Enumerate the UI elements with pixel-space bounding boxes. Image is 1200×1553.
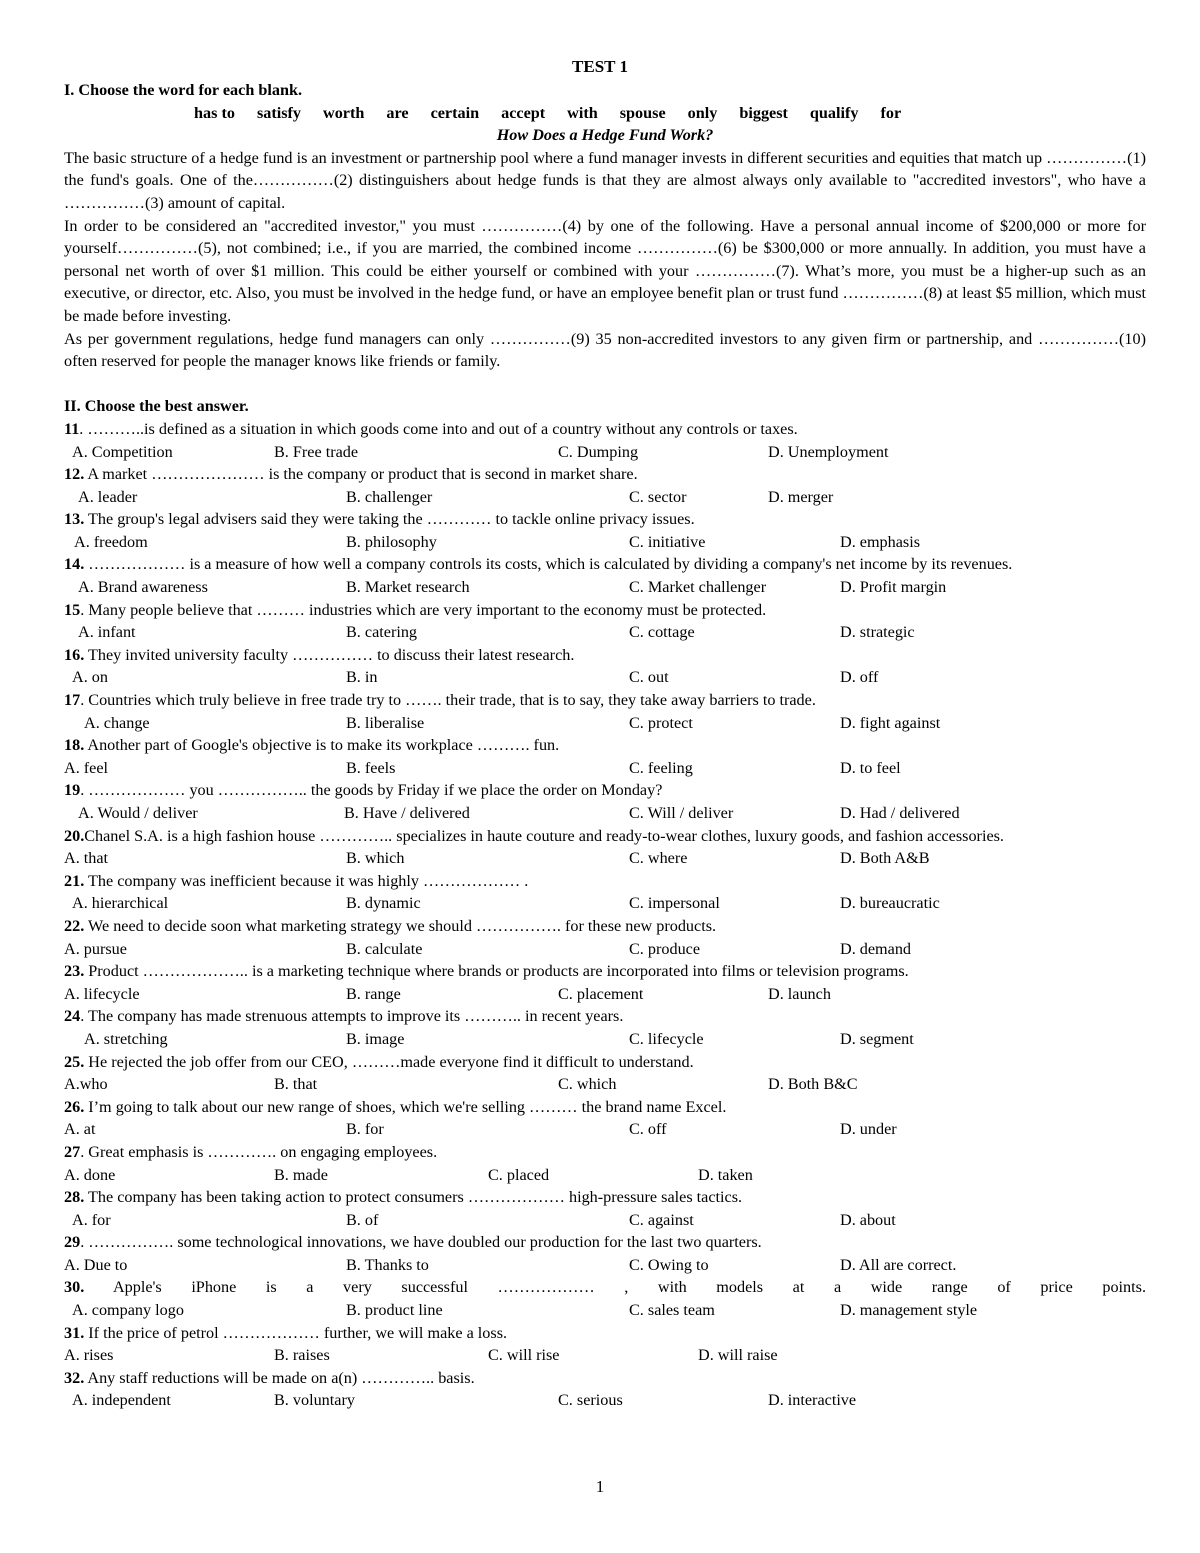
answer-option[interactable]: A. done bbox=[64, 1165, 116, 1184]
answer-option[interactable]: C. produce bbox=[629, 939, 701, 958]
question-text: Another part of Google's objective is to make its workplace ………. fun. bbox=[84, 736, 560, 755]
answer-option[interactable]: C. against bbox=[629, 1210, 694, 1229]
answer-options bbox=[64, 1073, 1146, 1096]
question-stem bbox=[64, 644, 1146, 667]
answer-options bbox=[64, 892, 1146, 915]
answer-option[interactable]: D. Profit margin bbox=[840, 578, 947, 597]
word-bank-item: for bbox=[880, 103, 902, 122]
answer-option[interactable]: A. stretching bbox=[84, 1029, 168, 1048]
answer-option[interactable]: D. launch bbox=[768, 984, 831, 1003]
answer-option[interactable]: A. feel bbox=[64, 758, 109, 777]
answer-option[interactable]: D. demand bbox=[840, 939, 912, 958]
question-text: ……………… is a measure of how well a company controls its costs, which is calculated by dividing a company's net income by its revenues. bbox=[84, 555, 1013, 574]
word-bank-item: certain bbox=[430, 103, 480, 122]
question-stem bbox=[64, 1231, 1146, 1254]
answer-option[interactable]: C. which bbox=[558, 1075, 617, 1094]
question-stem bbox=[64, 779, 1146, 802]
answer-option[interactable]: B. liberalise bbox=[346, 713, 425, 732]
question-stem bbox=[64, 1005, 1146, 1028]
question-text: We need to decide soon what marketing strategy we should ……………. for these new products. bbox=[84, 916, 717, 935]
answer-option[interactable]: B. Free trade bbox=[274, 442, 359, 461]
answer-option[interactable]: B. made bbox=[274, 1165, 328, 1184]
question-stem bbox=[64, 1367, 1146, 1390]
question-stem bbox=[64, 1096, 1146, 1119]
question-text: Any staff reductions will be made on a(n) ………….. basis. bbox=[84, 1368, 475, 1387]
question-list bbox=[64, 418, 1146, 1412]
question-stem bbox=[64, 1186, 1146, 1209]
answer-options bbox=[64, 938, 1146, 961]
question-stem bbox=[64, 870, 1146, 893]
answer-option[interactable]: B. challenger bbox=[346, 487, 433, 506]
answer-option[interactable]: B. in bbox=[346, 668, 378, 687]
answer-option[interactable]: D. bureaucratic bbox=[840, 894, 940, 913]
answer-option[interactable]: D. taken bbox=[698, 1165, 753, 1184]
answer-options bbox=[64, 441, 1146, 464]
answer-option[interactable]: A. hierarchical bbox=[72, 894, 169, 913]
question-number: 27 bbox=[64, 1142, 81, 1161]
answer-options bbox=[64, 1254, 1146, 1277]
word-bank-item: spouse bbox=[619, 103, 666, 122]
answer-option[interactable]: A. at bbox=[64, 1120, 96, 1139]
question-text: They invited university faculty …………… to discuss their latest research. bbox=[84, 645, 575, 664]
answer-options bbox=[64, 802, 1146, 825]
answer-options bbox=[64, 1164, 1146, 1187]
answer-options bbox=[64, 1389, 1146, 1412]
answer-option[interactable]: D. about bbox=[840, 1210, 896, 1229]
answer-option[interactable]: C. feeling bbox=[629, 758, 693, 777]
question-text: . ……………. some technological innovations, we have doubled our production for the last two quarters. bbox=[80, 1233, 762, 1252]
question-text: Apple's iPhone is a very successful ……………… , with models at a wide range of price points. bbox=[84, 1278, 1146, 1297]
question-number: 15 bbox=[64, 600, 81, 619]
question-text: He rejected the job offer from our CEO, ………made everyone find it difficult to understand. bbox=[84, 1052, 694, 1071]
answer-options bbox=[64, 1299, 1146, 1322]
answer-option[interactable]: C. placed bbox=[488, 1165, 550, 1184]
section2-heading: II. Choose the best answer. bbox=[64, 397, 249, 416]
word-bank-item: worth bbox=[323, 103, 365, 122]
question-number: 31. bbox=[64, 1323, 85, 1342]
test-title: TEST 1 bbox=[572, 57, 628, 76]
question-number: 17 bbox=[64, 691, 81, 710]
question-stem bbox=[64, 1051, 1146, 1074]
answer-option[interactable]: C. sector bbox=[629, 487, 687, 506]
word-bank-item: qualify bbox=[809, 103, 859, 122]
question-number: 12. bbox=[64, 465, 85, 484]
question-stem bbox=[64, 553, 1146, 576]
answer-option[interactable]: A. for bbox=[72, 1210, 111, 1229]
section1-heading: I. Choose the word for each blank. bbox=[64, 81, 303, 99]
passage-paragraph: The basic structure of a hedge fund is an investment or partnership pool where a fund manager invests in different securities and equities that match up ……………(1) the fund's goals. One of the……………(2) distinguishers about hedge funds is that they are almost always only available to "accredited investors", who have a ……………(3) amount of capital. bbox=[64, 148, 1146, 212]
question-text: . ……………… you …………….. the goods by Friday if we place the order on Monday? bbox=[80, 781, 663, 800]
answer-option[interactable]: C. initiative bbox=[629, 532, 706, 551]
question-number: 22. bbox=[64, 916, 85, 935]
question-stem bbox=[64, 915, 1146, 938]
answer-option[interactable]: B. Have / delivered bbox=[344, 804, 470, 822]
answer-option[interactable]: D. interactive bbox=[768, 1391, 857, 1410]
passage-title: How Does a Hedge Fund Work? bbox=[496, 126, 714, 145]
answer-options bbox=[64, 531, 1146, 554]
answer-options bbox=[64, 757, 1146, 780]
question-stem bbox=[64, 825, 1146, 848]
answer-options bbox=[64, 983, 1146, 1006]
answer-option[interactable]: B. raises bbox=[274, 1346, 330, 1365]
answer-option[interactable]: C. where bbox=[629, 849, 688, 868]
answer-option[interactable]: B. calculate bbox=[346, 939, 423, 958]
question-number: 28. bbox=[64, 1188, 85, 1207]
question-text: . Many people believe that ……… industries which are very important to the economy must be protected. bbox=[80, 600, 767, 619]
word-bank-item: only bbox=[687, 103, 718, 122]
answer-option[interactable]: D. Both B&C bbox=[768, 1075, 858, 1094]
answer-option[interactable]: C. serious bbox=[558, 1391, 623, 1410]
answer-option[interactable]: B. philosophy bbox=[346, 532, 437, 551]
answer-option[interactable]: A. that bbox=[64, 849, 109, 868]
question-text: The group's legal advisers said they were taking the ………… to tackle online privacy issues. bbox=[84, 510, 695, 529]
answer-option[interactable]: C. protect bbox=[629, 713, 693, 732]
answer-option[interactable]: C. sales team bbox=[629, 1301, 715, 1320]
answer-option[interactable]: D. fight against bbox=[840, 713, 941, 732]
passage-paragraph: In order to be considered an "accredited investor," you must ……………(4) by one of the following. Have a personal annual income of $200,000 or more for yourself……………(5), not combined; i.e., if you are married, the combined income ……………(6) be $300,000 or more annually. In addition, you must have a personal net worth of over $1 million. This could be either yourself or combined with your ……………(7). What’s more, you must be a higher-up such as an executive, or director, etc. Also, you must be involved in the hedge fund, or have an employee benefit plan or trust fund ……………(8) at least $5 million, which must be made before investing. bbox=[64, 216, 1146, 325]
word-bank-item: are bbox=[386, 103, 409, 122]
question-number: 30. bbox=[64, 1278, 85, 1297]
question-stem bbox=[64, 734, 1146, 757]
word-bank-item: has to bbox=[194, 103, 235, 122]
answer-option[interactable]: D. segment bbox=[840, 1029, 914, 1048]
question-text: A market ………………… is the company or product that is second in market share. bbox=[84, 465, 638, 484]
question-number: 32. bbox=[64, 1368, 85, 1387]
answer-option[interactable]: A. Would / deliver bbox=[78, 804, 198, 822]
answer-option[interactable]: A. on bbox=[72, 668, 108, 687]
answer-option[interactable]: A. independent bbox=[72, 1391, 171, 1410]
question-stem bbox=[64, 960, 1146, 983]
content bbox=[64, 79, 1146, 1412]
question-number: 20. bbox=[64, 826, 85, 845]
passage-paragraph: As per government regulations, hedge fund managers can only ……………(9) 35 non-accredited investors to any given firm or partnership, and ……………(10) often reserved for people the manager knows like friends or family. bbox=[64, 329, 1146, 371]
answer-option[interactable]: C. lifecycle bbox=[629, 1029, 704, 1048]
answer-option[interactable]: B. for bbox=[346, 1120, 384, 1139]
answer-option[interactable]: D. Had / delivered bbox=[840, 804, 960, 822]
question-number: 18. bbox=[64, 736, 85, 755]
question-number: 16. bbox=[64, 645, 85, 664]
word-bank-item: accept bbox=[501, 103, 546, 122]
answer-options bbox=[64, 1344, 1146, 1367]
question-stem bbox=[64, 463, 1146, 486]
answer-option[interactable]: A. rises bbox=[64, 1346, 114, 1365]
question-text: I’m going to talk about our new range of shoes, which we're selling ……… the brand name Excel. bbox=[84, 1097, 727, 1116]
question-number: 13. bbox=[64, 510, 85, 529]
question-number: 26. bbox=[64, 1097, 85, 1116]
answer-option[interactable]: D. under bbox=[840, 1120, 897, 1139]
answer-option[interactable]: C. Will / deliver bbox=[629, 804, 734, 822]
answer-option[interactable]: C. Owing to bbox=[629, 1255, 709, 1274]
answer-option[interactable]: A. pursue bbox=[64, 939, 127, 958]
answer-option[interactable]: D. Both A&B bbox=[840, 849, 930, 868]
question-number: 29 bbox=[64, 1233, 81, 1252]
question-number: 19 bbox=[64, 781, 81, 800]
word-bank-item: with bbox=[567, 103, 598, 122]
answer-option[interactable]: C. will rise bbox=[488, 1346, 560, 1365]
question-text: . Great emphasis is …………. on engaging employees. bbox=[80, 1142, 438, 1161]
question-text: . Countries which truly believe in free trade try to ……. their trade, that is to say, they take away barriers to trade. bbox=[80, 691, 816, 710]
answer-option[interactable]: B. Market research bbox=[346, 578, 470, 597]
page-number: 1 bbox=[595, 1477, 605, 1496]
question-text: The company was inefficient because it was highly ……………… . bbox=[84, 871, 529, 890]
question-text: . ………..is defined as a situation in which goods come into and out of a country without any controls or taxes. bbox=[79, 419, 798, 438]
question-stem bbox=[64, 1276, 1146, 1299]
question-number: 14. bbox=[64, 555, 85, 574]
question-stem bbox=[64, 508, 1146, 531]
answer-option[interactable]: C. impersonal bbox=[629, 894, 720, 913]
question-stem bbox=[64, 1322, 1146, 1345]
answer-option[interactable]: C. cottage bbox=[629, 623, 695, 642]
answer-option[interactable]: A. Brand awareness bbox=[78, 578, 208, 597]
question-number: 24 bbox=[64, 1007, 81, 1026]
question-text: Chanel S.A. is a high fashion house ………….. specializes in haute couture and ready-to-wear clothes, luxury goods, and fashion accessories. bbox=[84, 826, 1004, 845]
answer-option[interactable]: D. off bbox=[840, 668, 879, 687]
question-text: . The company has made strenuous attempts to improve its ……….. in recent years. bbox=[80, 1007, 624, 1026]
answer-option[interactable]: D. Unemployment bbox=[768, 442, 889, 461]
answer-options bbox=[64, 621, 1146, 644]
answer-options bbox=[64, 576, 1146, 599]
answer-option[interactable]: A. Competition bbox=[72, 442, 173, 461]
answer-option[interactable]: C. placement bbox=[558, 984, 644, 1003]
question-stem bbox=[64, 599, 1146, 622]
answer-option[interactable]: B. voluntary bbox=[274, 1391, 355, 1410]
question-text: Product ……………….. is a marketing technique where brands or products are incorporated into films or television programs. bbox=[84, 962, 909, 981]
answer-option[interactable]: D. merger bbox=[768, 487, 834, 506]
answer-option[interactable]: B. Thanks to bbox=[346, 1255, 429, 1274]
answer-option[interactable]: C. off bbox=[629, 1120, 667, 1139]
answer-option[interactable]: A. lifecycle bbox=[64, 984, 140, 1003]
answer-option[interactable]: D. management style bbox=[840, 1301, 978, 1320]
answer-option[interactable]: A. Due to bbox=[64, 1255, 128, 1274]
question-number: 25. bbox=[64, 1052, 85, 1071]
answer-options bbox=[64, 1209, 1146, 1232]
answer-options bbox=[64, 1028, 1146, 1051]
question-text: If the price of petrol ……………… further, we will make a loss. bbox=[84, 1323, 508, 1342]
answer-option[interactable]: A. company logo bbox=[72, 1301, 184, 1320]
answer-option[interactable]: D. emphasis bbox=[840, 532, 921, 551]
answer-options bbox=[64, 712, 1146, 735]
question-number: 21. bbox=[64, 871, 85, 890]
answer-option[interactable]: B. of bbox=[346, 1210, 379, 1229]
spacer bbox=[64, 373, 1146, 396]
answer-option[interactable]: B. which bbox=[346, 849, 405, 868]
word-bank bbox=[64, 102, 1146, 125]
answer-options bbox=[64, 486, 1146, 509]
word-bank-item: satisfy bbox=[256, 103, 302, 122]
answer-option[interactable]: D. to feel bbox=[840, 758, 901, 777]
answer-options bbox=[64, 1118, 1146, 1141]
answer-option[interactable]: B. feels bbox=[346, 758, 396, 777]
answer-option[interactable]: B. range bbox=[346, 984, 401, 1003]
question-stem bbox=[64, 1141, 1146, 1164]
answer-option[interactable]: B. product line bbox=[346, 1301, 443, 1320]
question-text: The company has been taking action to protect consumers ……………… high-pressure sales tactics. bbox=[84, 1188, 743, 1207]
question-number: 23. bbox=[64, 962, 85, 981]
answer-option[interactable]: C. Market challenger bbox=[629, 578, 767, 597]
answer-option[interactable]: A. freedom bbox=[74, 532, 148, 551]
answer-option[interactable]: A. change bbox=[84, 713, 150, 732]
answer-option[interactable]: B. dynamic bbox=[346, 894, 421, 913]
answer-option[interactable]: C. Dumping bbox=[558, 442, 639, 461]
answer-options bbox=[64, 666, 1146, 689]
question-stem bbox=[64, 689, 1146, 712]
answer-option[interactable]: B. image bbox=[346, 1029, 405, 1048]
answer-option[interactable]: D. will raise bbox=[698, 1346, 778, 1365]
answer-option[interactable]: D. strategic bbox=[840, 623, 915, 642]
question-stem bbox=[64, 418, 1146, 441]
answer-option[interactable]: D. All are correct. bbox=[840, 1255, 957, 1274]
answer-option[interactable]: A. leader bbox=[78, 487, 138, 506]
answer-option[interactable]: C. out bbox=[629, 668, 669, 687]
answer-option[interactable]: A. infant bbox=[78, 623, 136, 642]
question-number: 11 bbox=[64, 419, 80, 438]
answer-option[interactable]: B. that bbox=[274, 1075, 318, 1094]
answer-option[interactable]: B. catering bbox=[346, 623, 418, 642]
word-bank-item: biggest bbox=[739, 103, 788, 122]
answer-option[interactable]: A.who bbox=[64, 1075, 108, 1094]
answer-options bbox=[64, 847, 1146, 870]
